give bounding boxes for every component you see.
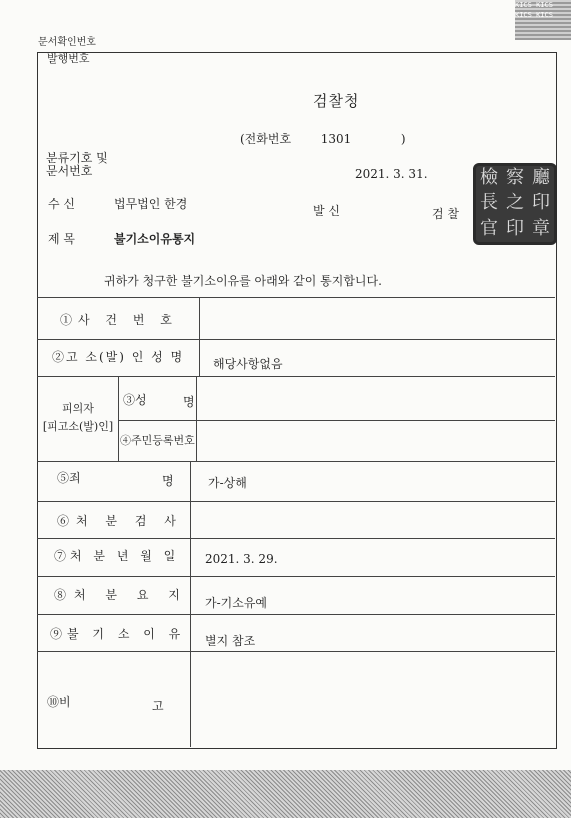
phone-suffix: ) — [400, 132, 406, 146]
phone-number: 1301 — [320, 132, 352, 146]
subject-value: 불기소이유통지 — [114, 232, 196, 246]
suspect-group-label — [42, 400, 114, 436]
crime-label-end: 명 — [162, 474, 174, 488]
suspect-name-label-end: 명 — [183, 395, 195, 409]
column-line — [118, 376, 119, 461]
non-prosecution-reason-label: ⑨불 기 소 이 유 — [50, 627, 186, 641]
issue-date: 2021. 3. 31. — [355, 167, 428, 181]
subject-label: 제 목 — [48, 232, 75, 246]
class-code-line2: 문서번호 — [46, 164, 93, 178]
official-seal-icon: 檢 察 廳 長 之 印 官 印 章 — [473, 163, 557, 245]
resident-number-label: ④주민등록번호 — [120, 434, 195, 447]
complainant-name-value: 해당사항없음 — [213, 357, 283, 371]
sender-label: 발 신 — [313, 204, 340, 218]
row-line — [118, 420, 555, 421]
intro-text: 귀하가 청구한 불기소이유를 아래와 같이 통지합니다. — [104, 274, 382, 288]
crime-value: 가-상해 — [208, 476, 247, 490]
suspect-label-line1: 피의자 — [62, 402, 94, 415]
row-line — [37, 501, 555, 502]
remarks-label-end: 고 — [152, 699, 164, 713]
complainant-name-label: ②고 소(발) 인 성 명 — [52, 350, 185, 364]
disposal-summary-label: ⑧처 분 요 지 — [54, 588, 188, 602]
phone-prefix: (전화번호 — [240, 132, 292, 146]
doc-check-number-label: 문서확인번호 — [38, 37, 96, 48]
row-line — [37, 376, 555, 377]
table-top-line — [37, 297, 555, 298]
row-line — [37, 576, 555, 577]
phone-line — [240, 130, 406, 147]
case-number-label: ①사 건 번 호 — [60, 313, 178, 327]
scan-noise-band — [0, 770, 571, 818]
row-line — [37, 538, 555, 539]
column-line — [199, 297, 200, 376]
suspect-name-label: ③성 — [123, 393, 147, 407]
row-line — [37, 651, 555, 652]
column-line — [190, 461, 191, 747]
remarks-label: ⑩비 — [47, 695, 71, 709]
office-title: 검찰청 — [313, 92, 360, 110]
sender-value: 검 찰 — [432, 207, 459, 221]
kics-stamp: KICS KICS KICS KICS — [515, 0, 571, 40]
non-prosecution-reason-value: 별지 참조 — [205, 634, 256, 648]
row-line — [37, 614, 555, 615]
suspect-label-line2: [피고소(발)인] — [42, 420, 114, 433]
column-line — [196, 376, 197, 461]
classification-code-label — [46, 152, 108, 178]
crime-label: ⑤죄 — [57, 471, 81, 485]
row-line — [37, 339, 555, 340]
row-line — [37, 461, 555, 462]
disposal-date-value: 2021. 3. 29. — [205, 552, 278, 566]
disposal-date-label: ⑦처 분 년 월 일 — [54, 549, 180, 563]
notice-form — [37, 52, 557, 749]
prosecutor-label: ⑥처 분 검 사 — [57, 514, 183, 528]
class-code-line1: 분류기호 및 — [46, 151, 108, 165]
recipient-label: 수 신 — [48, 197, 75, 211]
recipient-value: 법무법인 한경 — [114, 197, 188, 211]
disposal-summary-value: 가-기소유예 — [205, 596, 268, 610]
issue-number-label: 발행번호 — [47, 52, 90, 65]
